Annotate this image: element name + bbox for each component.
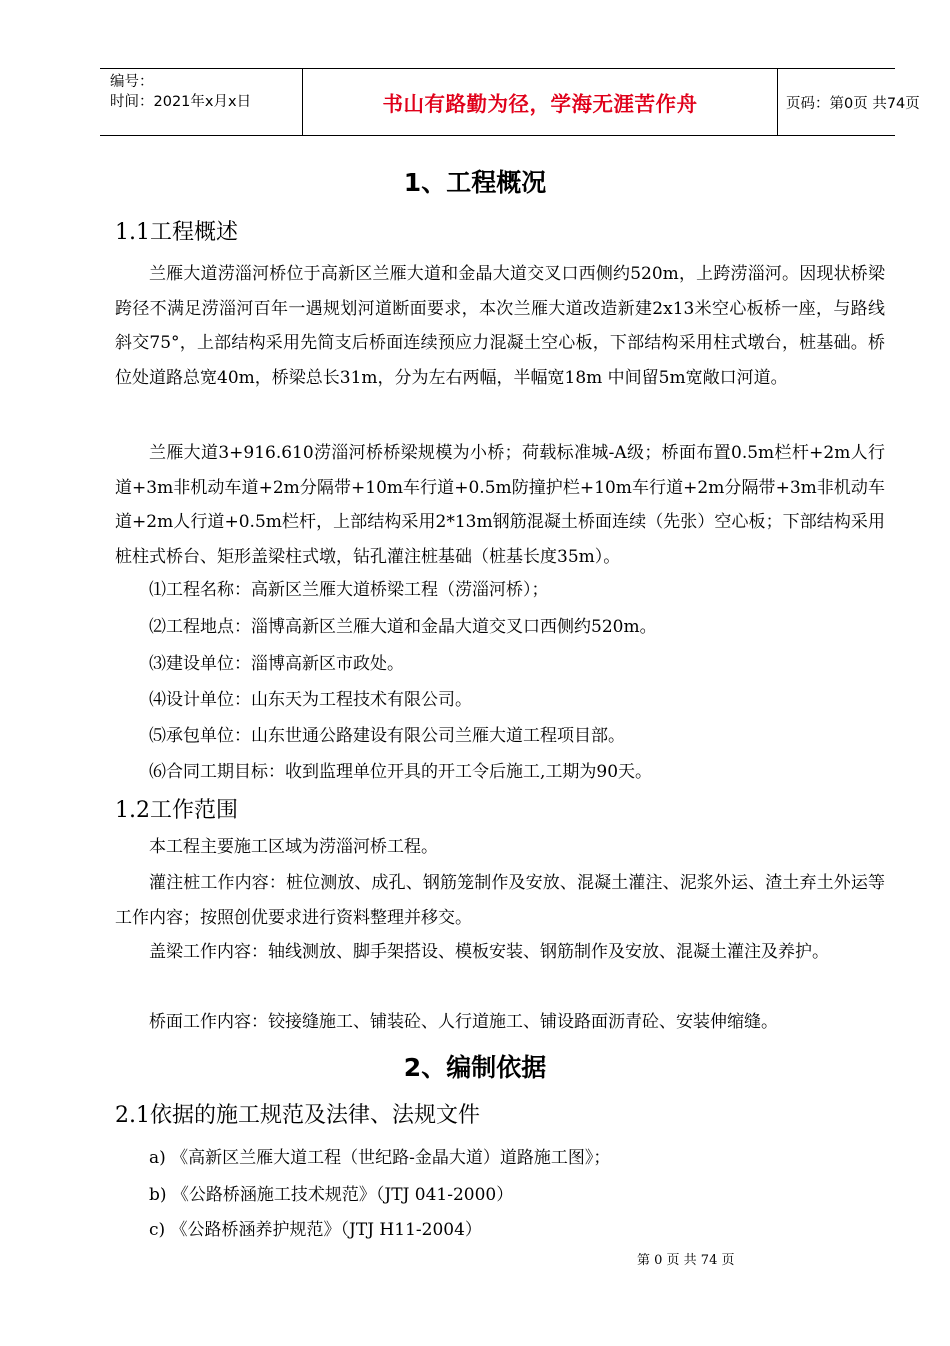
document-date-label: 时间：2021年x月x日 [110,94,252,110]
section-1-title: 1、工程概况 [403,168,547,197]
header-page-number: 页码：第0页 共74页 [786,96,920,112]
reference-item: a) 《高新区兰雁大道工程（世纪路-金晶大道）道路施工图》； [149,1148,611,1168]
header-motto: 书山有路勤为径，学海无涯苦作舟 [382,92,698,116]
document-number-label: 编号： [110,74,154,90]
reference-item: b) 《公路桥涵施工技术规范》（JTJ 041-2000） [149,1185,514,1205]
page-footer: 第 0 页 共 74 页 [637,1253,735,1268]
scope-paragraph-3: 盖梁工作内容：轴线测放、脚手架搭设、模板安装、钢筋制作及安放、混凝土灌注及养护。 [149,942,829,962]
scope-paragraph-2: 灌注桩工作内容：桩位测放、成孔、钢筋笼制作及安放、混凝土灌注、泥浆外运、渣土弃土外运等工作内容；按照创优要求进行资料整理并移交。 [115,873,885,928]
header-left-cell [100,69,303,135]
project-info-item: ⑷设计单位：山东天为工程技术有限公司。 [149,690,472,710]
scope-paragraph-4: 桥面工作内容：铰接缝施工、铺装砼、人行道施工、铺设路面沥青砼、安装伸缩缝。 [149,1012,778,1032]
reference-item: c) 《公路桥涵养护规范》（JTJ H11-2004） [149,1220,482,1240]
section-1-1-title: 1.1工程概述 [115,220,238,245]
header-table [100,68,920,136]
section-2-title: 2、编制依据 [403,1053,547,1082]
project-info-item: ⑶建设单位：淄博高新区市政处。 [149,654,404,674]
section-1-2-title: 1.2工作范围 [115,798,238,823]
overview-paragraph-1: 兰雁大道涝淄河桥位于高新区兰雁大道和金晶大道交叉口西侧约520m，上跨涝淄河。因现状桥梁跨径不满足涝淄河百年一遇规划河道断面要求，本次兰雁大道改造新建2x13米空心板桥一座，与路线斜交75°，上部结构采用先简支后桥面连续预应力混凝土空心板，下部结构采用柱式墩台，桩基础。桥位处道路总宽40m，桥梁总长31m，分为左右两幅，半幅宽18m 中间留5m宽敞口河道。 [115,264,885,388]
header-motto-cell [303,69,778,135]
section-2-1-title: 2.1依据的施工规范及法律、法规文件 [115,1103,480,1128]
overview-paragraph-2: 兰雁大道3+916.610涝淄河桥桥梁规模为小桥；荷载标准城-A级；桥面布置0.5m栏杆+2m人行道+3m非机动车道+2m分隔带+10m车行道+0.5m防撞护栏+10m车行道+2m分隔带+3m非机动车道+2m人行道+0.5m栏杆，上部结构采用2*13m钢筋混凝土桥面连续（先张）空心板；下部结构采用桩柱式桥台、矩形盖梁柱式墩，钻孔灌注桩基础（桩基长度35m）。 [115,443,885,567]
project-info-item: ⑹合同工期目标：收到监理单位开具的开工令后施工,工期为90天。 [149,762,653,782]
project-info-item: ⑴工程名称：高新区兰雁大道桥梁工程（涝淄河桥）； [149,580,549,600]
header-page-cell [778,69,920,135]
project-info-item: ⑵工程地点：淄博高新区兰雁大道和金晶大道交叉口西侧约520m。 [149,617,657,637]
project-info-item: ⑸承包单位：山东世通公路建设有限公司兰雁大道工程项目部。 [149,726,625,746]
scope-paragraph-1: 本工程主要施工区域为涝淄河桥工程。 [149,837,438,857]
